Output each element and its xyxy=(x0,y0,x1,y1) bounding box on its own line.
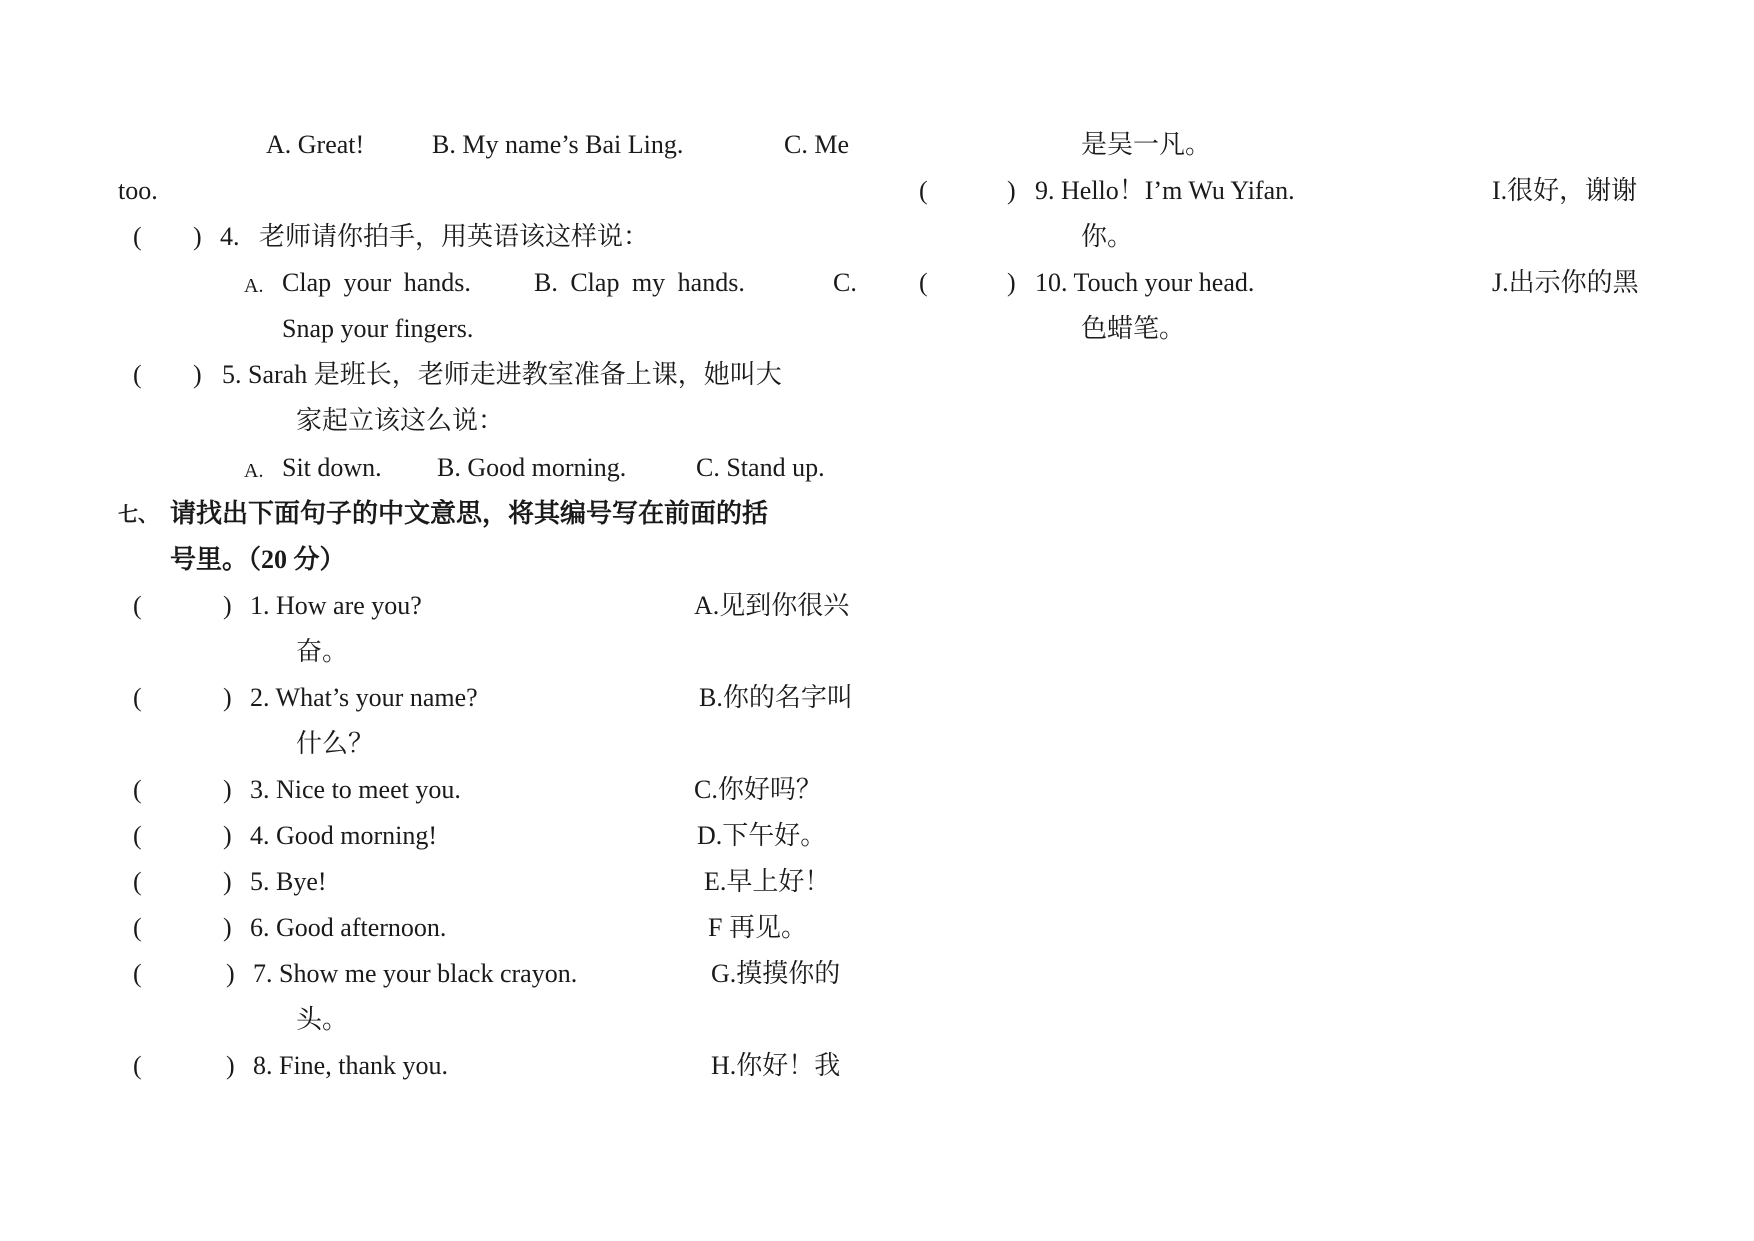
match-chinese: E.早上好！ xyxy=(704,867,831,896)
answer-paren-open: ( xyxy=(133,775,142,804)
answer-paren-close: ) xyxy=(223,867,232,896)
q5-option-a: Sit down. xyxy=(282,453,382,482)
match-chinese-cont: 什么？ xyxy=(296,729,375,758)
section-7-label: 七、 xyxy=(118,504,158,526)
match-english: 8. Fine, thank you. xyxy=(253,1051,448,1080)
match-english: 2. What’s your name? xyxy=(250,683,478,712)
q4-number: 4. xyxy=(220,222,240,251)
q3-option-a: A. Great! xyxy=(266,130,365,159)
q4-option-b: B. Clap my hands. xyxy=(534,268,745,297)
match-chinese-cont: 色蜡笔。 xyxy=(1081,314,1186,343)
q5-answer-paren-close: ) xyxy=(193,360,202,389)
answer-paren-open: ( xyxy=(133,913,142,942)
match-chinese: F 再见。 xyxy=(708,913,807,942)
match-chinese: J.出示你的黑 xyxy=(1492,268,1639,297)
q4-answer-paren-close: ) xyxy=(193,222,202,251)
answer-paren-close: ) xyxy=(1007,176,1016,205)
answer-paren-open: ( xyxy=(133,821,142,850)
q5-option-c: C. Stand up. xyxy=(696,453,825,482)
q3-option-c: C. Me xyxy=(784,130,849,159)
match-chinese: H.你好！我 xyxy=(711,1051,841,1080)
q4-question: 老师请你拍手，用英语该这样说： xyxy=(259,222,650,251)
section-7-title-cont: 号里。（20 分） xyxy=(170,545,346,574)
match-english: 4. Good morning! xyxy=(250,821,438,850)
match-chinese-cont: 头。 xyxy=(296,1005,349,1034)
q5-option-a-letter: A. xyxy=(244,460,264,482)
match-chinese-cont: 奋。 xyxy=(296,637,349,666)
match-chinese: D.下午好。 xyxy=(697,821,827,850)
match-english: 1. How are you? xyxy=(250,591,422,620)
q4-answer-paren-open: ( xyxy=(133,222,142,251)
match-8-chinese-cont: 是吴一凡。 xyxy=(1081,130,1212,159)
match-chinese: G.摸摸你的 xyxy=(711,959,841,988)
match-english: 7. Show me your black crayon. xyxy=(253,959,578,988)
answer-paren-close: ) xyxy=(226,959,235,988)
answer-paren-close: ) xyxy=(223,821,232,850)
answer-paren-close: ) xyxy=(223,775,232,804)
q5-question: 5. Sarah 是班长，老师走进教室准备上课，她叫大 xyxy=(222,360,782,389)
answer-paren-open: ( xyxy=(133,1051,142,1080)
match-chinese: I.很好，谢谢 xyxy=(1492,176,1638,205)
answer-paren-open: ( xyxy=(133,591,142,620)
q4-option-a: Clap your hands. xyxy=(282,268,471,297)
match-chinese-cont: 你。 xyxy=(1081,222,1134,251)
q5-question-cont: 家起立该这么说： xyxy=(296,406,505,435)
match-english: 3. Nice to meet you. xyxy=(250,775,461,804)
q3-option-b: B. My name’s Bai Ling. xyxy=(432,130,684,159)
match-english: 9. Hello！I’m Wu Yifan. xyxy=(1035,176,1295,205)
match-chinese: C.你好吗？ xyxy=(694,775,822,804)
match-chinese: A.见到你很兴 xyxy=(694,591,850,620)
answer-paren-open: ( xyxy=(133,959,142,988)
answer-paren-open: ( xyxy=(133,867,142,896)
q4-option-c: C. xyxy=(833,268,857,297)
answer-paren-open: ( xyxy=(919,268,928,297)
match-english: 5. Bye! xyxy=(250,867,327,896)
match-english: 10. Touch your head. xyxy=(1035,268,1255,297)
answer-paren-close: ) xyxy=(223,683,232,712)
answer-paren-close: ) xyxy=(1007,268,1016,297)
q3-option-c-cont: too. xyxy=(118,176,158,205)
answer-paren-open: ( xyxy=(919,176,928,205)
answer-paren-close: ) xyxy=(226,1051,235,1080)
q5-option-b: B. Good morning. xyxy=(437,453,627,482)
match-english: 6. Good afternoon. xyxy=(250,913,447,942)
q5-answer-paren-open: ( xyxy=(133,360,142,389)
match-chinese: B.你的名字叫 xyxy=(699,683,853,712)
answer-paren-close: ) xyxy=(223,913,232,942)
section-7-title: 请找出下面句子的中文意思，将其编号写在前面的括 xyxy=(170,499,769,528)
answer-paren-open: ( xyxy=(133,683,142,712)
q4-option-a-letter: A. xyxy=(244,275,264,297)
q4-option-c-cont: Snap your fingers. xyxy=(282,314,474,343)
answer-paren-close: ) xyxy=(223,591,232,620)
